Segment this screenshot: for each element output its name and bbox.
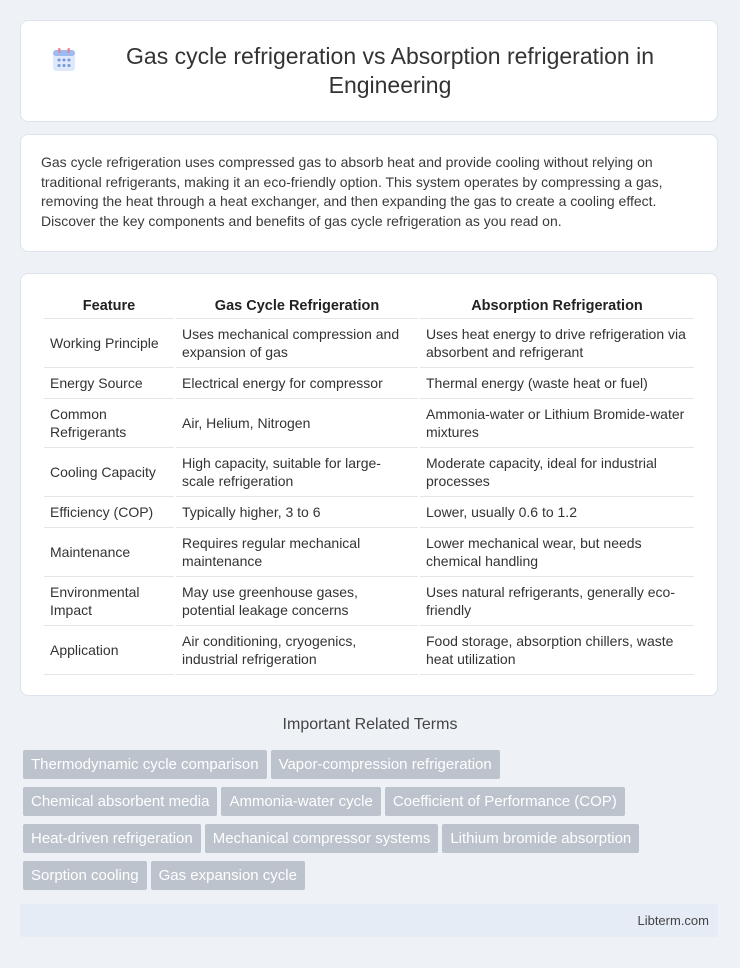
header-gas-cycle: Gas Cycle Refrigeration [176,294,418,319]
cell-absorption: Uses natural refrigerants, generally eco-friendly [420,577,694,626]
header-absorption: Absorption Refrigeration [420,294,694,319]
related-term-tag[interactable]: Coefficient of Performance (COP) [385,787,625,816]
table-row [44,497,694,528]
title-wrap [21,42,717,100]
cell-absorption: Thermal energy (waste heat or fuel) [420,368,694,399]
cell-gas-cycle: May use greenhouse gases, potential leakage concerns [176,577,418,626]
related-term-tag[interactable]: Vapor-compression refrigeration [271,750,500,779]
title-card [20,20,718,122]
table-row [44,319,694,368]
cell-gas-cycle: Air, Helium, Nitrogen [176,399,418,448]
table-row [44,368,694,399]
cell-feature: Common Refrigerants [44,399,174,448]
table-row [44,528,694,577]
related-term-tag[interactable]: Lithium bromide absorption [442,824,639,853]
cell-gas-cycle: Requires regular mechanical maintenance [176,528,418,577]
cell-feature: Efficiency (COP) [44,497,174,528]
table-row [44,577,694,626]
related-term-tag[interactable]: Chemical absorbent media [23,787,217,816]
footer-brand-link[interactable]: Libterm.com [637,913,709,928]
cell-feature: Working Principle [44,319,174,368]
cell-absorption: Food storage, absorption chillers, waste heat utilization [420,626,694,675]
cell-gas-cycle: Uses mechanical compression and expansion of gas [176,319,418,368]
cell-gas-cycle: Typically higher, 3 to 6 [176,497,418,528]
related-term-tag[interactable]: Gas expansion cycle [151,861,305,890]
cell-absorption: Lower, usually 0.6 to 1.2 [420,497,694,528]
cell-feature: Environmental Impact [44,577,174,626]
related-term-tag[interactable]: Sorption cooling [23,861,147,890]
cell-gas-cycle: High capacity, suitable for large-scale refrigeration [176,448,418,497]
comparison-table [42,294,696,675]
cell-absorption: Uses heat energy to drive refrigeration via absorbent and refrigerant [420,319,694,368]
cell-absorption: Lower mechanical wear, but needs chemical handling [420,528,694,577]
table-row [44,399,694,448]
related-term-tag[interactable]: Ammonia-water cycle [221,787,380,816]
table-header-row [44,294,694,319]
cell-feature: Application [44,626,174,675]
page-title: Gas cycle refrigeration vs Absorption refrigeration in Engineering [126,43,654,98]
cell-feature: Maintenance [44,528,174,577]
cell-absorption: Moderate capacity, ideal for industrial processes [420,448,694,497]
header-feature: Feature [44,294,174,319]
cell-gas-cycle: Air conditioning, cryogenics, industrial refrigeration [176,626,418,675]
related-terms-list [23,750,723,898]
footer [20,904,718,937]
intro-text: Gas cycle refrigeration uses compressed gas to absorb heat and provide cooling without relying on traditional refrigerants, making it an eco-friendly option. This system operates by compressing a gas, removing the heat through a heat exchanger, and then expanding the gas to create a cooling effect. Discover the key components and benefits of gas cycle refrigeration as you read on. [41,154,663,229]
related-term-tag[interactable]: Thermodynamic cycle comparison [23,750,267,779]
related-term-tag[interactable]: Heat-driven refrigeration [23,824,201,853]
cell-absorption: Ammonia-water or Lithium Bromide-water mixtures [420,399,694,448]
cell-feature: Cooling Capacity [44,448,174,497]
cell-feature: Energy Source [44,368,174,399]
cell-gas-cycle: Electrical energy for compressor [176,368,418,399]
intro-card [20,134,718,252]
related-terms-heading: Important Related Terms [282,716,458,733]
comparison-table-card [20,273,718,696]
related-term-tag[interactable]: Mechanical compressor systems [205,824,439,853]
table-row [44,626,694,675]
table-row [44,448,694,497]
calendar-grid-icon [51,47,77,73]
